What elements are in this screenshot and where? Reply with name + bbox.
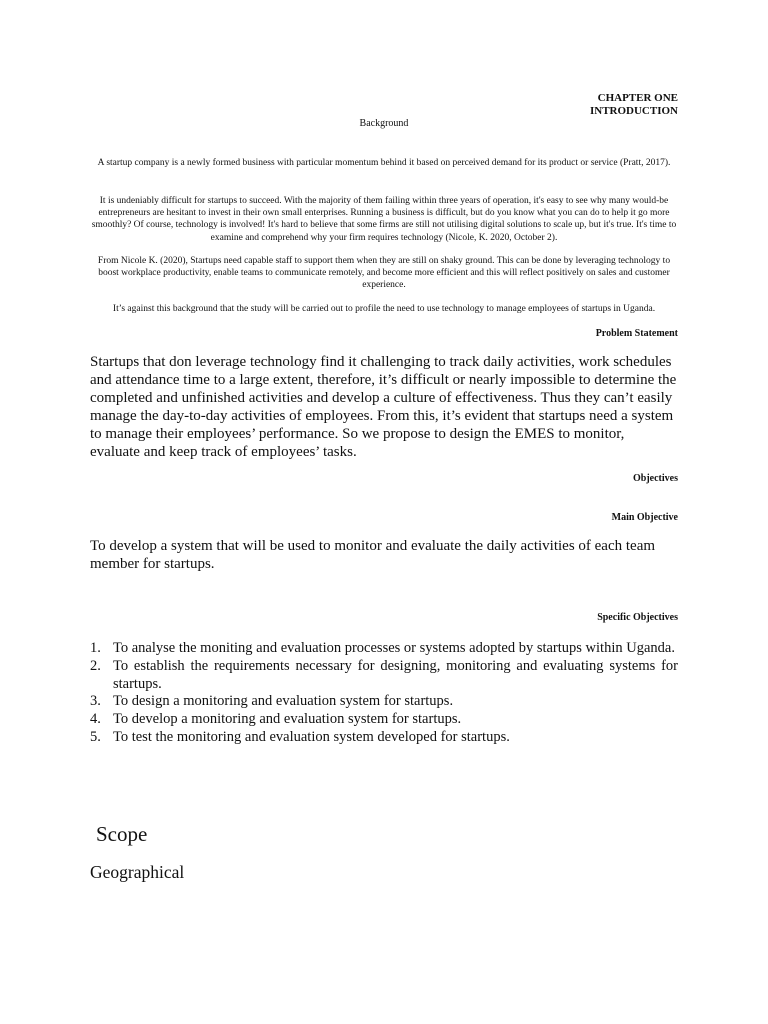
list-number: 2. (90, 657, 101, 674)
list-number: 1. (90, 640, 101, 656)
list-item (90, 693, 678, 711)
objectives-heading: Objectives (633, 473, 678, 484)
list-text: To test the monitoring and evaluation system developed for startups. (113, 728, 510, 745)
main-objective-text: To develop a system that will be used to monitor and evaluate the daily activities of each team member for startups. (90, 538, 656, 572)
geographical-subheading: Geographical (90, 862, 185, 882)
problem-statement-text: Startups that don leverage technology find it challenging to track daily activities, work schedules and attendance time to a large extent, therefore, it’s difficult or nearly impossible to determine the completed and unfinished activities and develop a culture of effectiveness. Thus they can’t easily manage the day-to-day activities of employees. From this, it’s evident that startups need a system to manage their employees’ performance. So we propose to design the EMES to monitor, evaluate and keep track of employees’ tasks. (90, 354, 677, 460)
background-paragraph: It is undeniably difficult for startups to succeed. With the majority of them failing within three years of operation, it's easy to see why many would-be entrepreneurs are hesitant to invest in their own small enterprises. Running a business is difficult, but do you know what you can do to help it go more smoothly? Of course, technology is involved! It's hard to believe that some firms are still not utilising digital solutions to scale up, but it's true. It's time to examine and comprehend why your firm requires technology (Nicole, K. 2020, October 2). (91, 196, 677, 243)
list-text: To develop a monitoring and evaluation system for startups. (113, 711, 462, 728)
list-text: To design a monitoring and evaluation system for startups. (113, 693, 454, 710)
list-item (90, 711, 678, 729)
list-text: To analyse the moniting and evaluation processes or systems adopted by startups within Uganda. (113, 640, 675, 656)
list-text: To establish the requirements necessary for designing, monitoring and evaluating systems for startups. (113, 657, 678, 692)
list-number: 5. (90, 728, 101, 745)
background-heading: Background (359, 118, 409, 129)
list-item (90, 640, 678, 658)
list-item (90, 729, 678, 747)
list-item (90, 658, 678, 694)
specific-objectives-list (90, 640, 678, 747)
problem-statement-heading: Problem Statement (595, 328, 678, 339)
background-paragraph: It’s against this background that the study will be carried out to profile the need to use technology to manage employees of startups in Uganda. (112, 304, 656, 314)
background-paragraph: A startup company is a newly formed business with particular momentum behind it based on perceived demand for its product or service (Pratt, 2017). (97, 158, 671, 168)
list-number: 4. (90, 711, 101, 728)
chapter-number: CHAPTER ONE (597, 92, 678, 104)
main-objective-heading: Main Objective (611, 512, 678, 523)
specific-objectives-heading: Specific Objectives (597, 612, 678, 623)
chapter-heading (590, 92, 678, 118)
background-paragraph: From Nicole K. (2020), Startups need capable staff to support them when they are still on shaky ground. This can be done by leveraging technology to boost workplace productivity, enable teams to communicate remotely, and become more efficient and this will reflect positively on sales and customer experience. (97, 256, 671, 291)
chapter-title: INTRODUCTION (589, 105, 678, 117)
scope-heading: Scope (96, 822, 148, 846)
list-number: 3. (90, 693, 101, 710)
